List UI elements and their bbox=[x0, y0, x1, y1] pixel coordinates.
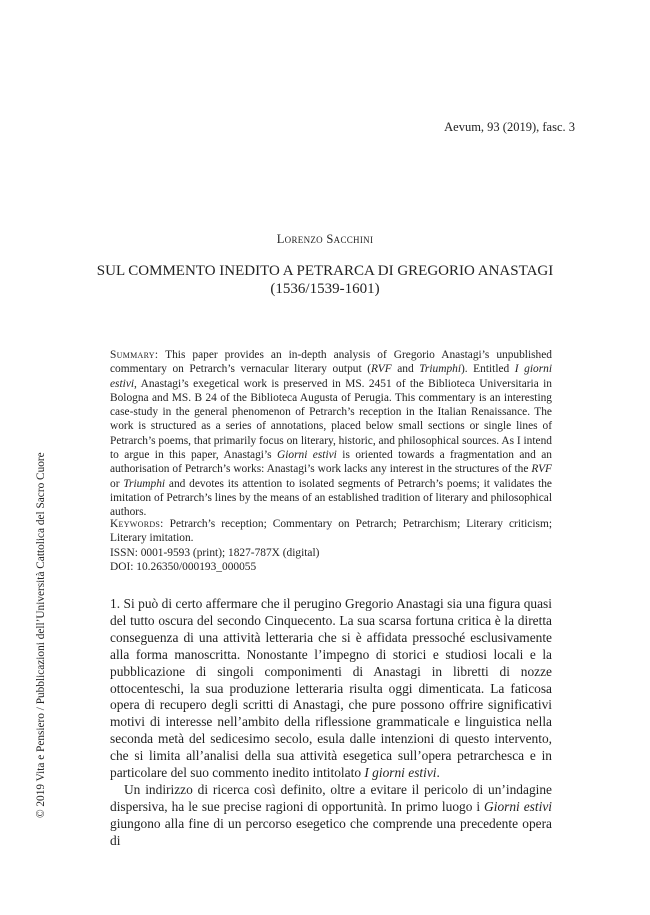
summary-text: This paper provides an in-depth analysis of Gregorio Anastagi’s unpublished commentary on Petrarch’s vernacular literary output ( bbox=[110, 349, 552, 376]
paragraph-italic: I giorni estivi bbox=[364, 765, 437, 781]
keywords-block bbox=[110, 517, 552, 574]
summary-italic: I giorni estivi bbox=[110, 363, 552, 390]
summary-text: and bbox=[391, 363, 420, 376]
journal-header: Aevum, 93 (2019), fasc. 3 bbox=[444, 120, 575, 134]
side-copyright bbox=[35, 258, 51, 818]
summary-text: , Anastagi’s exegetical work is preserved in MS. 2451 of the Biblioteca Universitaria in Bologna and MS. B 24 of the Biblioteca Augusta of Perugia. This commentary is an interesting case-study in the general phenomenon of Petrarch’s reception in the Italian Renaissance. The work is structured as a series of annotations, placed below small sections or single lines of Petrarch’s poems, that primarily focus on literary, historic, and philosophical sources. As I intend to argue in this paper, Anastagi’s bbox=[110, 377, 552, 462]
title-line-2: (1536/1539-1601) bbox=[270, 281, 380, 297]
paragraph-text: Un indirizzo di ricerca così definito, oltre a evitare il pericolo di un’indagine dispersiva, ha le sue precise ragioni di opportunità. In primo luogo i bbox=[110, 781, 552, 814]
summary-italic: Triumphi bbox=[123, 477, 166, 490]
paragraph-italic: Giorni estivi bbox=[484, 798, 552, 814]
paragraph-text: giungono alla fine di un percorso esegetico che comprende una precedente opera di bbox=[110, 815, 552, 848]
article-title bbox=[90, 262, 560, 298]
summary-abstract bbox=[110, 348, 552, 520]
issn: ISSN: 0001-9593 (print); 1827-787X (digital) bbox=[110, 546, 320, 559]
summary-text: or bbox=[110, 477, 124, 490]
summary-italic: RVF bbox=[531, 463, 552, 476]
summary-text: and devotes its attention to isolated segments of Petrarch’s poems; it validates the imitation of Petrarch’s lines by the means of an established tradition of literary and philosophical authors. bbox=[110, 477, 552, 519]
author-name: Lorenzo Sacchini bbox=[276, 232, 374, 246]
paragraph-1 bbox=[110, 596, 552, 782]
summary-italic: Giorni estivi bbox=[277, 449, 337, 462]
paragraph-text: . bbox=[436, 765, 440, 781]
keywords-text: Petrarch’s reception; Commentary on Petrarch; Petrarchism; Literary criticism; Literary imitation. bbox=[110, 518, 552, 545]
keywords-label: Keywords: bbox=[110, 518, 164, 530]
keywords-line bbox=[110, 517, 552, 546]
doi: DOI: 10.26350/000193_000055 bbox=[110, 560, 257, 573]
paragraph-text: 1. Si può di certo affermare che il perugino Gregorio Anastagi sia una figura quasi del tutto oscura del secondo Cinquecento. La sua scarsa fortuna critica è la diretta conseguenza di una attività letteraria che si è affidata pressoché esclusivamente alla forma manoscritta. Nonostante l’impegno di storici e studiosi locali e la pubblicazione di singoli componimenti di Anastagi in libretti di nozze ottocenteschi, la sua produzione letteraria risulta oggi dimenticata. La faticosa opera di recupero degli scritti di Anastagi, che pure possono offrire significativi motivi di interesse nell’ambito della riflessione grammaticale e linguistica nella seconda metà del sedicesimo secolo, esula dalle intenzioni di questo intervento, che si limita all’analisi della sua attività esegetica sull’opera petrarchesca e in particolare del suo commento inedito intitolato bbox=[110, 596, 552, 781]
summary-italic: RVF bbox=[371, 363, 392, 376]
summary-text: ). Entitled bbox=[461, 363, 515, 376]
side-copyright-text: © 2019 Vita e Pensiero / Pubblicazioni dell’Università Cattolica del Sacro Cuore bbox=[35, 452, 47, 818]
summary-text: is oriented towards a fragmentation and an authorisation of Petrarch’s works: Anastagi’s work lacks any interest in the structures of the bbox=[110, 449, 553, 476]
paragraph-2 bbox=[110, 782, 552, 850]
summary-label: Summary: bbox=[110, 349, 159, 361]
body-text bbox=[110, 596, 552, 850]
summary-italic: Triumphi bbox=[419, 363, 461, 376]
title-line-1: SUL COMMENTO INEDITO A PETRARCA DI GREGORIO ANASTAGI bbox=[96, 263, 554, 279]
